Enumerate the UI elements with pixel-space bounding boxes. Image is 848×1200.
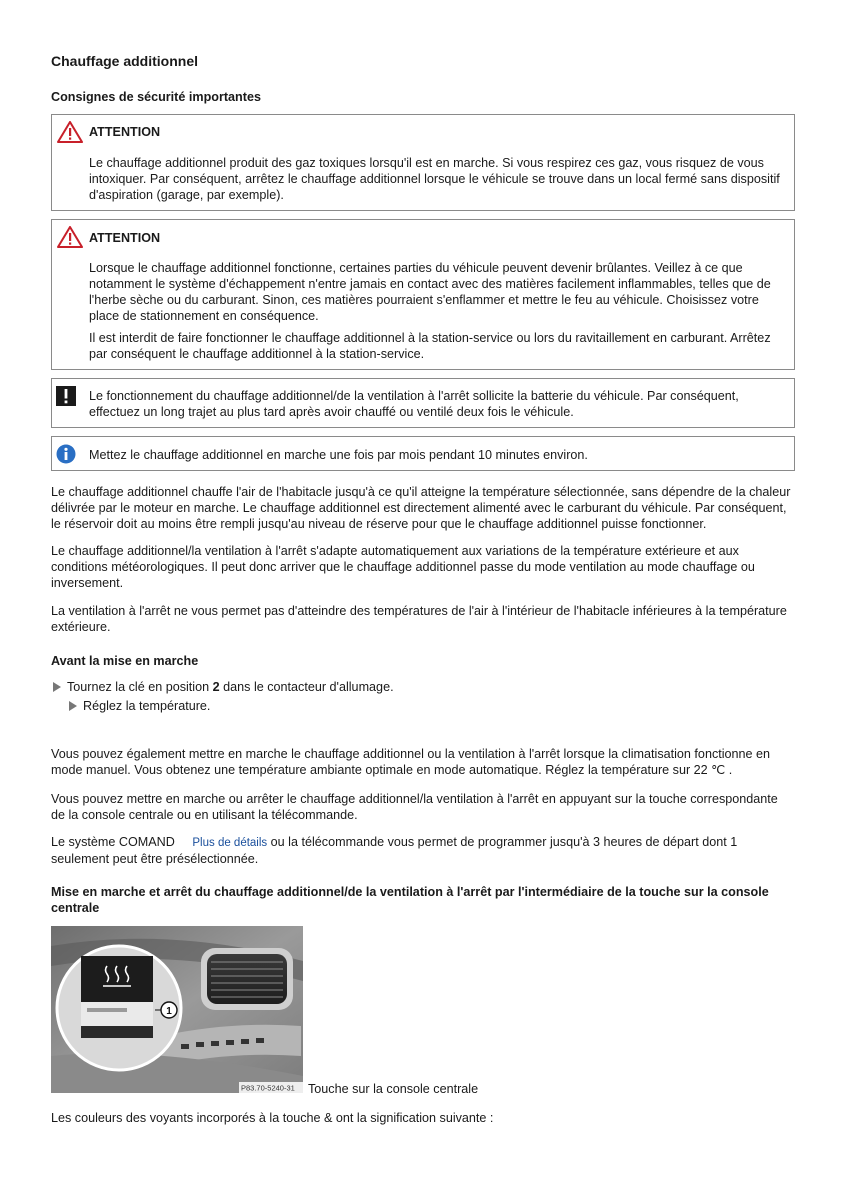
figure-code: P83.70-5240-31 <box>241 1083 295 1093</box>
bullet-arrow-icon <box>53 682 61 692</box>
bullet-arrow-icon <box>69 701 77 711</box>
paragraph-7: Les couleurs des voyants incorporés à la touche & ont la signification suivante : <box>51 1111 494 1125</box>
warning-text-1: Lorsque le chauffage additionnel fonctionne, certaines parties du véhicule peuvent devenir brûlantes. Veillez à ce que notamment le système d'échappement n'entre jamais en contact avec des matières facilement inflammables, telles que de l'herbe sèche ou du carburant. Sinon, ces matières pourraient s'enflammer et mettre le feu au véhicule. Choisissez votre place de stationnement en conséquence. <box>89 261 771 323</box>
info-box <box>51 436 795 471</box>
paragraph-1: Le chauffage additionnel chauffe l'air de l'habitacle jusqu'à ce qu'il atteigne la température sélectionnée, sans dépendre de la chaleur délivrée par le moteur en marche. Le chauffage additionnel est directement alimenté avec le carburant du véhicule. Par conséquent, le réservoir doit au moins être rempli jusqu'au niveau de réserve pour que le chauffage additionnel puisse fonctionner. <box>51 485 791 531</box>
warning-text: Le chauffage additionnel produit des gaz toxiques lorsqu'il est en marche. Si vous respirez ces gaz, vous risquez de vous intoxiquer. Par conséquent, arrêtez le chauffage additionnel lorsque le véhicule se trouve dans un local fermé sans dispositif d'aspiration (garage, par exemple). <box>89 156 780 202</box>
warning-text-2: Il est interdit de faire fonctionner le chauffage additionnel à la station-service ou lors du ravitaillement en carburant. Arrêtez par conséquent le chauffage additionnel à la station-service. <box>89 331 771 361</box>
safety-heading: Consignes de sécurité importantes <box>51 90 261 104</box>
figure-caption: Touche sur la console centrale <box>308 1082 479 1096</box>
warning-box-2 <box>51 219 795 370</box>
section-heading: Mise en marche et arrêt du chauffage additionnel/de la ventilation à l'arrêt par l'intermédiaire de la touche sur la console centrale <box>51 885 769 915</box>
paragraph-2: Le chauffage additionnel/la ventilation à l'arrêt s'adapte automatiquement aux variations de la température extérieure et aux conditions météorologiques. Il peut donc arriver que le chauffage additionnel passe du mode ventilation au mode chauffage ou inversement. <box>51 544 755 590</box>
info-icon <box>56 444 76 467</box>
console-photo <box>51 926 303 1093</box>
step-1: Tournez la clé en position 2 dans le contacteur d'allumage. <box>53 679 797 695</box>
page-title: Chauffage additionnel <box>51 53 198 69</box>
paragraph-4: Vous pouvez également mettre en marche le chauffage additionnel ou la ventilation à l'arrêt lorsque la climatisation fonctionne en mode manuel. Vous obtenez une température ambiante optimale en mode automatique. Réglez la température sur 22 ℃ . <box>51 747 771 777</box>
warning-box-1 <box>51 114 795 211</box>
exclamation-icon <box>56 386 76 409</box>
paragraph-6: Le système COMAND Plus de détails ou la télécommande vous permet de programmer jusqu'à 3 heures de départ dont 1 seulement peut être présélectionnée. <box>51 835 738 866</box>
figure-callout: 1 <box>166 1006 172 1017</box>
warning-title: ATTENTION <box>89 231 161 245</box>
warning-title: ATTENTION <box>89 125 161 139</box>
info-text: Mettez le chauffage additionnel en marche une fois par mois pendant 10 minutes environ. <box>89 448 588 462</box>
paragraph-5: Vous pouvez mettre en marche ou arrêter le chauffage additionnel/la ventilation à l'arrêt en appuyant sur la touche correspondante de la console centrale ou en utilisant la télécommande. <box>51 792 778 822</box>
step-2: Réglez la température. <box>69 698 813 714</box>
details-link[interactable]: Plus de détails <box>192 837 268 849</box>
warning-triangle-icon <box>57 226 83 251</box>
paragraph-3: La ventilation à l'arrêt ne vous permet pas d'atteindre des températures de l'air à l'intérieur de l'habitacle inférieures à la température extérieure. <box>51 604 787 634</box>
before-heading: Avant la mise en marche <box>51 654 199 668</box>
warning-triangle-icon <box>57 121 83 146</box>
note-box <box>51 378 795 428</box>
note-text: Le fonctionnement du chauffage additionnel/de la ventilation à l'arrêt sollicite la batterie du véhicule. Par conséquent, effectuez un long trajet au plus tard après avoir chauffé ou ventilé deux fois le véhicule. <box>89 389 739 419</box>
